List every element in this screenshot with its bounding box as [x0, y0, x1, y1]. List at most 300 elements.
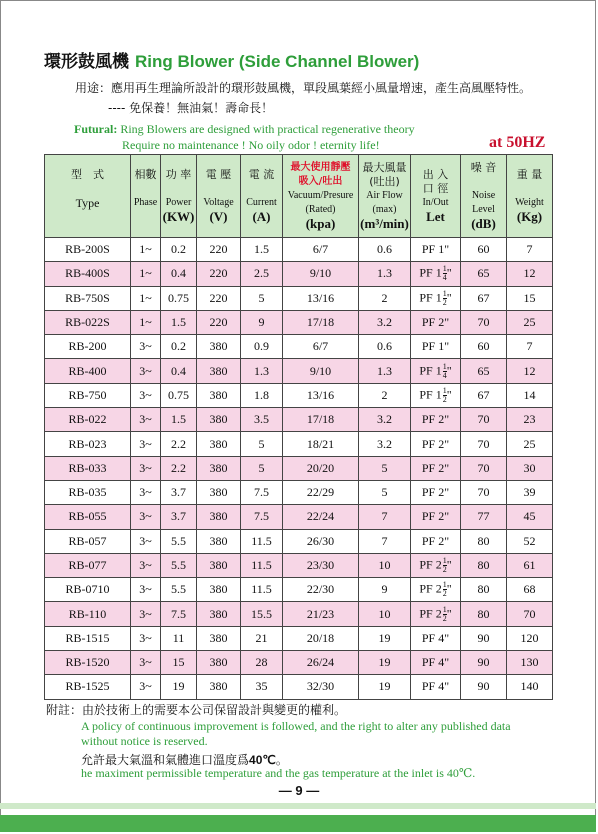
header-port-zh2: 口 徑: [422, 182, 449, 195]
cell-flow: [359, 432, 411, 456]
cell-weight-value: 45: [523, 509, 536, 524]
cell-weight-value: 120: [520, 630, 539, 645]
cell-port: [411, 529, 461, 553]
cell-voltage: [197, 359, 241, 383]
spec-table: [44, 154, 553, 700]
cell-noise: [461, 505, 507, 529]
cell-flow-value: 3.2: [377, 412, 392, 427]
inch-mark: ": [446, 265, 452, 280]
cell-phase-value: 1~: [139, 266, 152, 281]
cell-flow-value: 3.2: [377, 436, 392, 451]
cell-noise: [461, 553, 507, 577]
cell-port: [411, 262, 461, 286]
cell-type-value: RB-1515: [65, 630, 110, 645]
cell-voltage-value: 380: [209, 558, 228, 572]
cell-port-value: PF 4": [421, 655, 450, 670]
cell-flow: [359, 456, 411, 480]
cell-current: [241, 529, 283, 553]
cell-port-value: PF 2": [421, 436, 450, 451]
cell-pressure: [283, 626, 359, 650]
cell-voltage-value: 380: [209, 412, 228, 427]
fraction-numerator: 1: [442, 288, 447, 298]
cell-weight-value: 140: [520, 679, 539, 694]
cell-flow: [359, 651, 411, 675]
cell-noise-value: 90: [477, 630, 490, 645]
note-en: [81, 719, 511, 749]
table-row: [45, 529, 553, 553]
cell-voltage-value: 380: [209, 582, 228, 597]
cell-voltage: [197, 553, 241, 577]
table-row: [45, 335, 553, 359]
cell-pressure: [283, 456, 359, 480]
cell-power-value: 19: [172, 679, 185, 694]
cell-port: [411, 286, 461, 310]
cell-type-value: RB-035: [68, 485, 107, 500]
cell-phase-value: 1~: [139, 315, 152, 330]
cell-pressure-value: 20/20: [306, 460, 335, 475]
cell-pressure: [283, 675, 359, 699]
cell-current-value: 7.5: [254, 485, 269, 500]
table-row: [45, 651, 553, 675]
cell-flow-value: 10: [378, 558, 391, 572]
cell-weight-value: 39: [523, 485, 536, 500]
header-pressure-en2: (Rated): [305, 204, 336, 215]
cell-pressure: [283, 238, 359, 262]
header-current-en: Current: [246, 197, 277, 208]
cell-current-value: 5: [258, 460, 265, 475]
cell-type: [45, 651, 131, 675]
cell-power: [161, 262, 197, 286]
cell-weight: [507, 553, 553, 577]
cell-phase-value: 3~: [139, 582, 152, 597]
cell-voltage: [197, 383, 241, 407]
cell-port-value: PF 2": [421, 315, 450, 330]
cell-pressure-value: 9/10: [309, 266, 332, 281]
cell-current: [241, 578, 283, 602]
cell-flow-value: 2: [381, 290, 388, 305]
cell-phase: [131, 432, 161, 456]
fraction-numerator: 1: [442, 580, 447, 590]
header-phase-en: Phase: [133, 197, 158, 208]
cell-phase-value: 3~: [139, 436, 152, 451]
cell-voltage: [197, 262, 241, 286]
cell-current-value: 7.5: [254, 509, 269, 524]
cell-flow: [359, 675, 411, 699]
cell-type-value: RB-077: [68, 558, 107, 572]
cell-type-value: RB-200S: [65, 242, 110, 257]
cell-voltage-value: 380: [209, 339, 228, 354]
cell-weight-value: 70: [523, 606, 536, 621]
cell-current: [241, 238, 283, 262]
cell-phase: [131, 480, 161, 504]
cell-phase-value: 3~: [139, 630, 152, 645]
cell-flow: [359, 578, 411, 602]
cell-noise: [461, 675, 507, 699]
cell-pressure-value: 18/21: [306, 436, 335, 451]
cell-pressure: [283, 286, 359, 310]
cell-noise: [461, 651, 507, 675]
header-voltage-en: Voltage: [203, 197, 234, 208]
cell-power-value: 0.4: [171, 266, 186, 281]
cell-phase: [131, 359, 161, 383]
cell-type-value: RB-750: [68, 387, 107, 402]
cell-noise: [461, 626, 507, 650]
cell-power-value: 2.2: [171, 460, 186, 475]
note-en-line2: without notice is reserved.: [81, 734, 208, 748]
cell-weight-value: 7: [526, 339, 533, 354]
cell-type-value: RB-033: [68, 460, 107, 475]
cell-power: [161, 480, 197, 504]
cell-flow: [359, 335, 411, 359]
cell-flow-value: 2: [381, 387, 388, 402]
table-row: [45, 432, 553, 456]
cell-port: [411, 310, 461, 334]
cell-pressure-value: 21/23: [306, 606, 335, 621]
cell-voltage: [197, 651, 241, 675]
cell-phase-value: 3~: [139, 485, 152, 500]
inch-mark: ": [446, 581, 452, 596]
cell-flow: [359, 602, 411, 626]
header-flow-zh: 最大風量: [362, 161, 407, 174]
cell-current-value: 11.5: [251, 582, 272, 597]
cell-weight: [507, 505, 553, 529]
cell-weight-value: 12: [523, 266, 536, 281]
cell-port-value: PF 1: [419, 362, 442, 377]
cell-noise: [461, 262, 507, 286]
inch-mark: ": [446, 362, 452, 377]
cell-current: [241, 626, 283, 650]
cell-port: [411, 480, 461, 504]
cell-type-value: RB-022: [68, 412, 107, 427]
cell-phase: [131, 602, 161, 626]
cell-type: [45, 602, 131, 626]
cell-pressure-value: 23/30: [306, 558, 335, 572]
header-port-unit: Let: [426, 209, 445, 224]
cell-phase: [131, 408, 161, 432]
cell-port-value: PF 2: [419, 557, 442, 572]
cell-current-value: 0.9: [254, 339, 269, 354]
frequency-label: at 50HZ: [489, 134, 546, 151]
note-en-line1: A policy of continuous improvement is followed, and the right to alter any published data: [81, 719, 511, 733]
cell-power-value: 1.5: [171, 315, 186, 330]
header-weight-en: Weight: [515, 197, 544, 208]
header-noise-en: Noise Level: [471, 190, 496, 215]
cell-voltage-value: 380: [209, 485, 228, 500]
cell-current: [241, 432, 283, 456]
cell-noise-value: 70: [477, 460, 490, 475]
cell-flow-value: 19: [378, 630, 391, 645]
cell-pressure-value: 22/30: [306, 582, 335, 597]
header-weight-unit: (Kg): [516, 209, 543, 224]
cell-type: [45, 675, 131, 699]
cell-current-value: 1.5: [254, 242, 269, 257]
cell-type-value: RB-400: [68, 363, 107, 378]
cell-power-value: 2.2: [171, 436, 186, 451]
cell-pressure-value: 32/30: [306, 679, 335, 694]
cell-pressure-value: 17/18: [306, 412, 335, 427]
cell-flow-value: 5: [381, 485, 388, 500]
cell-phase-value: 3~: [139, 558, 152, 572]
cell-noise-value: 80: [477, 582, 490, 597]
fraction-numerator: 1: [442, 556, 447, 565]
header-phase-zh: 相數: [134, 168, 157, 181]
cell-type: [45, 383, 131, 407]
header-voltage: [197, 155, 241, 238]
fraction-numerator: 1: [442, 361, 447, 371]
cell-noise-value: 70: [477, 315, 490, 330]
cell-current-value: 1.8: [254, 387, 269, 402]
cell-phase: [131, 335, 161, 359]
header-weight: [507, 155, 553, 238]
cell-power: [161, 238, 197, 262]
cell-phase: [131, 262, 161, 286]
table-row: [45, 238, 553, 262]
header-current-zh: 電 流: [248, 168, 275, 181]
cell-pressure: [283, 432, 359, 456]
table-row: [45, 286, 553, 310]
cell-noise-value: 67: [477, 387, 490, 402]
cell-flow: [359, 626, 411, 650]
cell-port-value: PF 4": [421, 630, 450, 645]
cell-voltage: [197, 286, 241, 310]
cell-type: [45, 408, 131, 432]
header-noise-zh: 噪 音: [470, 161, 497, 174]
cell-voltage-value: 380: [209, 363, 228, 378]
cell-weight: [507, 408, 553, 432]
cell-noise-value: 80: [477, 606, 490, 621]
cell-voltage: [197, 335, 241, 359]
cell-type: [45, 335, 131, 359]
futural-block: [74, 121, 415, 153]
cell-current: [241, 335, 283, 359]
header-flow: [359, 155, 411, 238]
cell-flow: [359, 383, 411, 407]
cell-flow-value: 19: [378, 679, 391, 694]
cell-type-value: RB-110: [68, 606, 107, 621]
cell-power-value: 0.75: [168, 290, 189, 305]
cell-noise: [461, 359, 507, 383]
slogan-text: ---- 免保養！無油氣！壽命長！: [108, 101, 274, 115]
cell-phase-value: 3~: [139, 533, 152, 548]
cell-pressure: [283, 262, 359, 286]
cell-power-value: 3.7: [171, 485, 186, 500]
cell-voltage: [197, 456, 241, 480]
cell-phase-value: 1~: [139, 242, 152, 257]
header-pressure: [283, 155, 359, 238]
cell-phase: [131, 383, 161, 407]
cell-phase: [131, 651, 161, 675]
header-pressure-unit: (kpa): [305, 216, 336, 231]
cell-port: [411, 626, 461, 650]
fraction-denominator: 2: [442, 297, 447, 307]
cell-noise: [461, 432, 507, 456]
cell-power-value: 5.5: [171, 582, 186, 597]
cell-pressure: [283, 310, 359, 334]
cell-noise: [461, 310, 507, 334]
cell-noise: [461, 408, 507, 432]
cell-weight-value: 14: [523, 387, 536, 402]
cell-type-value: RB-023: [68, 436, 107, 451]
cell-noise: [461, 238, 507, 262]
cell-flow: [359, 238, 411, 262]
cell-type-value: RB-1525: [65, 679, 110, 694]
cell-current-value: 9: [258, 315, 265, 330]
cell-flow-value: 10: [378, 606, 391, 621]
cell-power-value: 0.75: [168, 387, 189, 402]
cell-port-value: PF 4": [421, 679, 450, 694]
cell-weight: [507, 359, 553, 383]
cell-type: [45, 529, 131, 553]
header-voltage-unit: (V): [209, 209, 228, 224]
cell-weight: [507, 578, 553, 602]
cell-power: [161, 286, 197, 310]
table-row: [45, 602, 553, 626]
cell-flow: [359, 480, 411, 504]
cell-type-value: RB-750S: [65, 290, 110, 305]
footer-bar: [0, 815, 596, 832]
cell-weight: [507, 675, 553, 699]
cell-power: [161, 408, 197, 432]
cell-current-value: 15.5: [251, 606, 272, 621]
page-number: — 9 —: [278, 783, 320, 798]
cell-port: [411, 359, 461, 383]
cell-weight: [507, 262, 553, 286]
header-type-en: Type: [75, 196, 100, 210]
cell-port-value: PF 1: [419, 387, 442, 402]
cell-voltage: [197, 578, 241, 602]
header-phase: [131, 155, 161, 238]
cell-current-value: 28: [255, 655, 268, 670]
cell-port-value: PF 2": [421, 460, 450, 475]
cell-port-value: PF 2": [421, 412, 450, 427]
cell-noise: [461, 456, 507, 480]
cell-port-value: PF 2": [421, 509, 450, 524]
cell-port: [411, 675, 461, 699]
cell-port-value: PF 2": [421, 533, 450, 548]
cell-weight-value: 12: [523, 363, 536, 378]
cell-phase: [131, 286, 161, 310]
table-body: [45, 238, 553, 700]
cell-current-value: 1.3: [254, 363, 269, 378]
inch-mark: ": [446, 557, 452, 572]
cell-power-value: 7.5: [171, 606, 186, 621]
cell-pressure: [283, 408, 359, 432]
cell-noise: [461, 602, 507, 626]
cell-type: [45, 578, 131, 602]
fraction-denominator: 2: [442, 394, 447, 404]
table-row: [45, 480, 553, 504]
cell-type-value: RB-0710: [65, 582, 110, 597]
cell-type: [45, 626, 131, 650]
cell-power: [161, 505, 197, 529]
fraction-denominator: 2: [442, 613, 447, 623]
cell-phase: [131, 310, 161, 334]
cell-voltage: [197, 505, 241, 529]
cell-pressure-value: 6/7: [312, 339, 329, 354]
cell-type: [45, 359, 131, 383]
cell-phase: [131, 675, 161, 699]
cell-flow-value: 1.3: [377, 363, 392, 378]
cell-voltage: [197, 310, 241, 334]
cell-port: [411, 651, 461, 675]
cell-weight-value: 68: [523, 582, 536, 597]
futural-label: Futural:: [74, 122, 118, 136]
cell-power-value: 0.4: [171, 363, 186, 378]
cell-type: [45, 505, 131, 529]
cell-current: [241, 675, 283, 699]
cell-power: [161, 553, 197, 577]
fraction-numerator: 1: [442, 385, 447, 395]
cell-power: [161, 626, 197, 650]
cell-type: [45, 310, 131, 334]
cell-phase-value: 3~: [139, 509, 152, 524]
table-row: [45, 456, 553, 480]
futural-line2: Require no maintenance ! No oily odor ! eternity life!: [122, 138, 380, 152]
cell-port: [411, 408, 461, 432]
cell-current: [241, 505, 283, 529]
page-title: [44, 47, 419, 72]
cell-noise-value: 77: [477, 509, 490, 524]
cell-weight: [507, 335, 553, 359]
cell-weight: [507, 529, 553, 553]
cell-port: [411, 432, 461, 456]
cell-flow: [359, 529, 411, 553]
cell-noise-value: 80: [477, 533, 490, 548]
cell-phase: [131, 505, 161, 529]
cell-power-value: 0.2: [171, 242, 186, 257]
cell-flow: [359, 310, 411, 334]
table-row: [45, 578, 553, 602]
cell-noise-value: 90: [477, 679, 490, 694]
cell-noise-value: 90: [477, 655, 490, 670]
cell-flow: [359, 286, 411, 310]
cell-noise-value: 80: [477, 558, 490, 572]
cell-weight-value: 52: [523, 533, 536, 548]
cell-voltage-value: 220: [209, 290, 228, 305]
cell-flow-value: 7: [381, 509, 388, 524]
cell-port: [411, 602, 461, 626]
cell-noise-value: 60: [477, 242, 490, 257]
cell-voltage-value: 220: [209, 242, 228, 257]
cell-phase-value: 3~: [139, 363, 152, 378]
cell-voltage: [197, 529, 241, 553]
cell-port: [411, 383, 461, 407]
cell-voltage: [197, 626, 241, 650]
cell-voltage-value: 220: [209, 315, 228, 330]
cell-current-value: 11.5: [251, 533, 272, 548]
cell-power: [161, 529, 197, 553]
cell-pressure: [283, 359, 359, 383]
cell-port-value: PF 2: [419, 605, 442, 620]
cell-weight: [507, 626, 553, 650]
cell-phase-value: 3~: [139, 339, 152, 354]
cell-noise-value: 70: [477, 412, 490, 427]
cell-weight: [507, 310, 553, 334]
header-pressure-en: Vacuum/Presure: [287, 190, 354, 201]
cell-weight: [507, 480, 553, 504]
cell-voltage-value: 380: [209, 387, 228, 402]
title-en: Ring Blower (Side Channel Blower): [135, 52, 420, 71]
cell-power: [161, 456, 197, 480]
cell-noise: [461, 480, 507, 504]
cell-pressure-value: 22/24: [306, 509, 335, 524]
cell-pressure-value: 17/18: [306, 315, 335, 330]
cell-noise-value: 65: [477, 266, 490, 281]
cell-power: [161, 310, 197, 334]
cell-port: [411, 456, 461, 480]
cell-phase: [131, 578, 161, 602]
table-row: [45, 262, 553, 286]
